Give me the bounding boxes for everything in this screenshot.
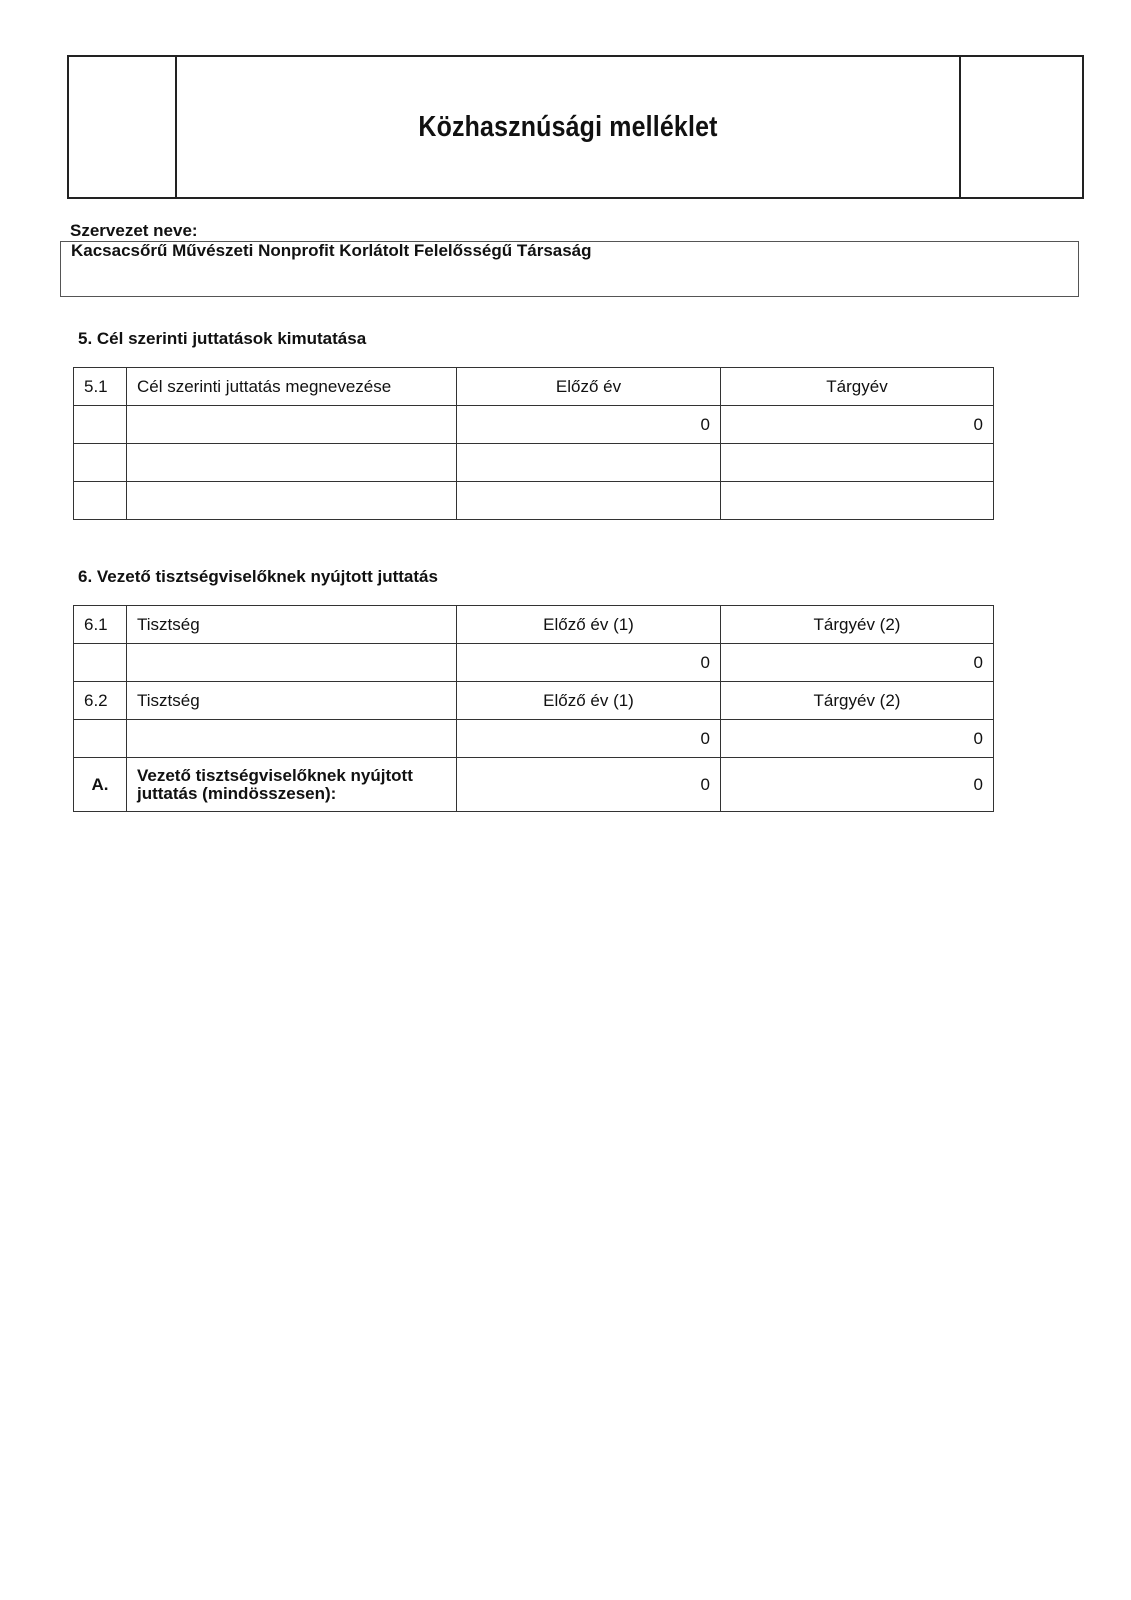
table-row — [74, 482, 994, 520]
total-row — [74, 758, 994, 812]
col-code-header: 6.2 — [74, 682, 127, 720]
row-curr-value — [721, 444, 994, 482]
header-left-cell — [69, 57, 177, 197]
section6-table — [73, 605, 994, 812]
section6-title: 6. Vezető tisztségviselőknek nyújtott juttatás — [78, 567, 438, 586]
total-label-line1: Vezető tisztségviselőknek nyújtott — [137, 765, 413, 785]
col-name-header: Tisztség — [127, 606, 457, 644]
row-name — [127, 482, 457, 520]
row-prev-value: 0 — [457, 720, 721, 758]
organization-name-box — [60, 241, 1079, 297]
table-header-row — [74, 606, 994, 644]
row-name — [127, 644, 457, 682]
row-prev-value: 0 — [457, 406, 721, 444]
row-name — [127, 444, 457, 482]
col-curr-header: Tárgyév — [721, 368, 994, 406]
col-name-header: Cél szerinti juttatás megnevezése — [127, 368, 457, 406]
row-code — [74, 444, 127, 482]
table-row — [74, 406, 994, 444]
section5-title: 5. Cél szerinti juttatások kimutatása — [78, 329, 367, 348]
table-header-row — [74, 682, 994, 720]
col-prev-header: Előző év (1) — [457, 682, 721, 720]
row-code — [74, 644, 127, 682]
row-prev-value: 0 — [457, 644, 721, 682]
document-header — [67, 55, 1084, 199]
row-curr-value — [721, 482, 994, 520]
total-code: A. — [74, 758, 127, 812]
organization-name: Kacsacsőrű Művészeti Nonprofit Korlátolt Felelősségű Társaság — [71, 241, 592, 260]
col-prev-header: Előző év (1) — [457, 606, 721, 644]
col-prev-header: Előző év — [457, 368, 721, 406]
table-row — [74, 444, 994, 482]
total-curr-value: 0 — [721, 758, 994, 812]
total-label-line2: juttatás (mindösszesen): — [137, 783, 337, 803]
row-code — [74, 406, 127, 444]
document-title: Közhasznúsági melléklet — [418, 110, 718, 143]
row-prev-value — [457, 444, 721, 482]
table-row — [74, 644, 994, 682]
header-right-cell — [959, 57, 1082, 197]
row-curr-value: 0 — [721, 644, 994, 682]
row-prev-value — [457, 482, 721, 520]
section5-table — [73, 367, 994, 520]
col-code-header: 6.1 — [74, 606, 127, 644]
col-curr-header: Tárgyév (2) — [721, 606, 994, 644]
row-curr-value: 0 — [721, 406, 994, 444]
row-name — [127, 406, 457, 444]
col-code-header: 5.1 — [74, 368, 127, 406]
col-name-header: Tisztség — [127, 682, 457, 720]
row-curr-value: 0 — [721, 720, 994, 758]
row-name — [127, 720, 457, 758]
table-header-row — [74, 368, 994, 406]
table-row — [74, 720, 994, 758]
total-prev-value: 0 — [457, 758, 721, 812]
total-label — [127, 758, 457, 812]
row-code — [74, 482, 127, 520]
col-curr-header: Tárgyév (2) — [721, 682, 994, 720]
organization-label: Szervezet neve: — [70, 221, 198, 240]
row-code — [74, 720, 127, 758]
